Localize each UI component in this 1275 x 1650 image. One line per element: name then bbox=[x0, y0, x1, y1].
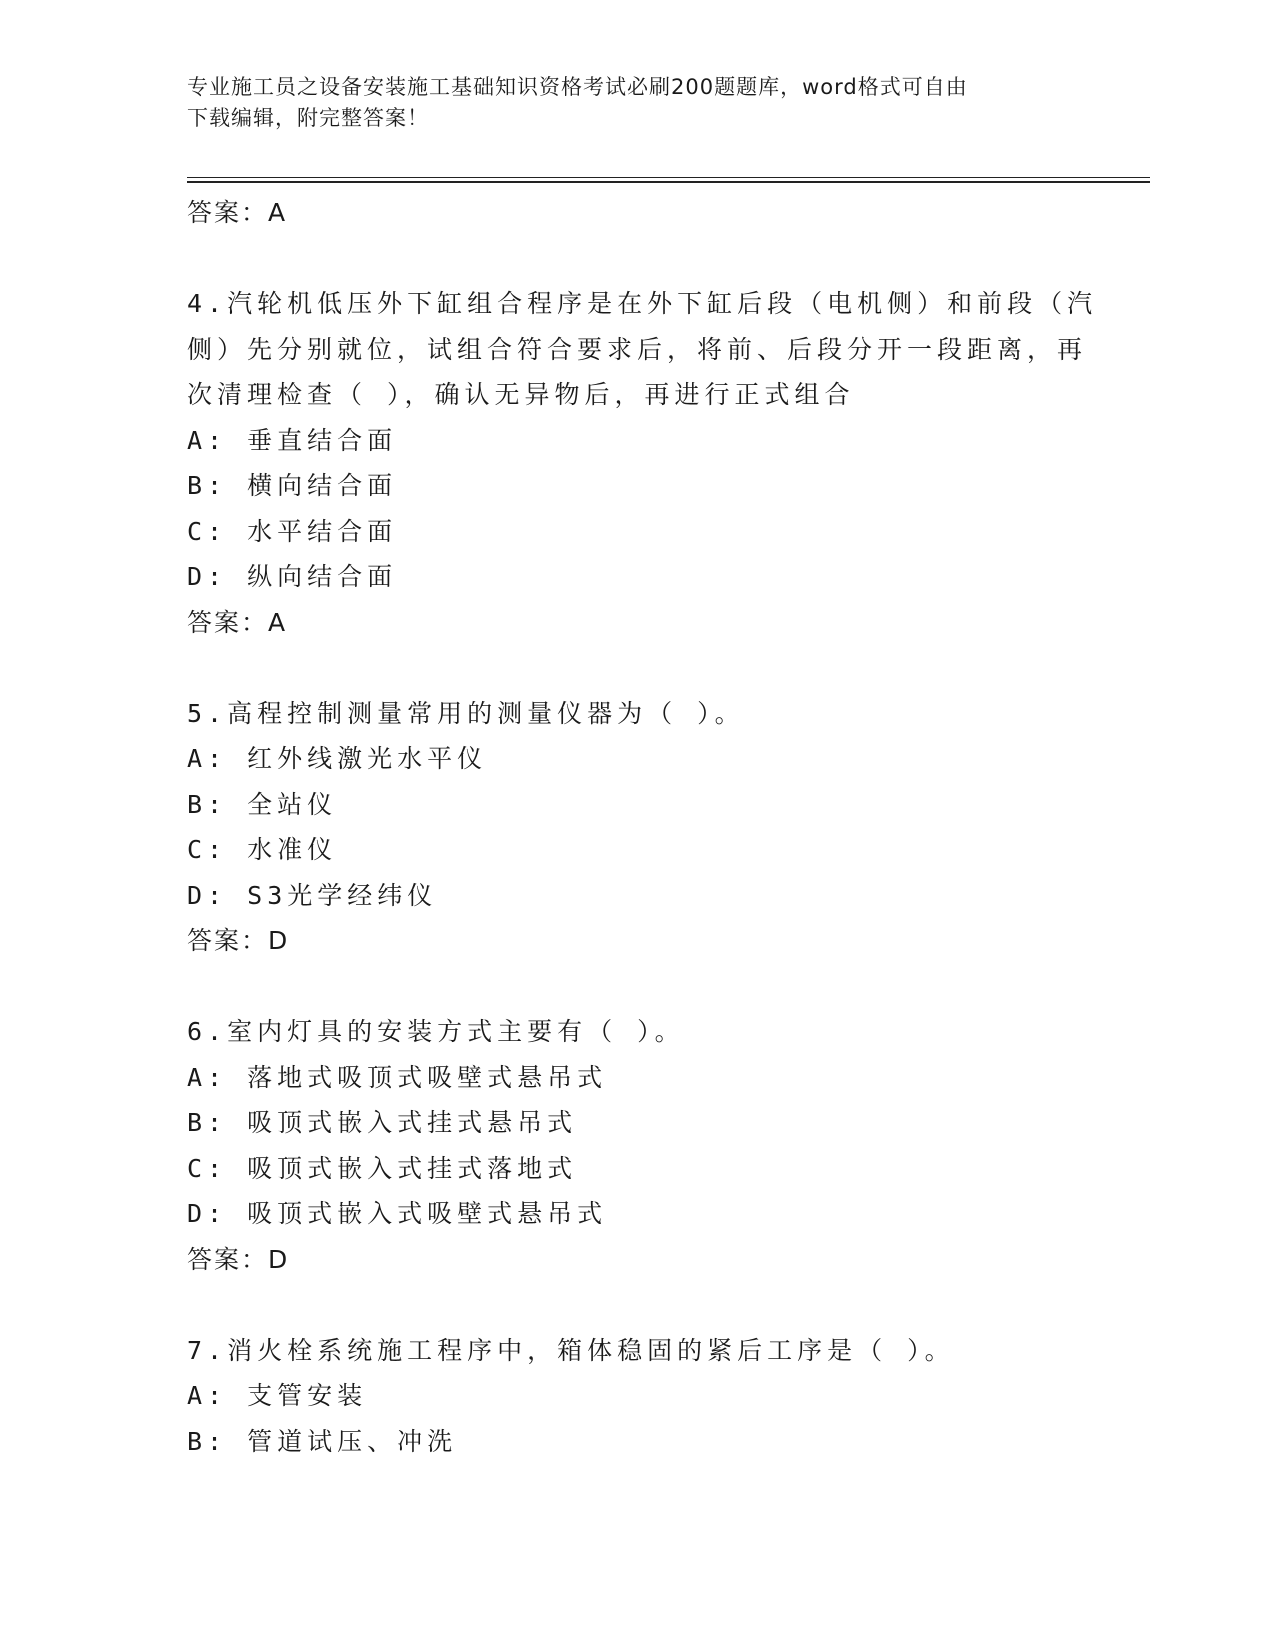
document-header bbox=[187, 72, 1067, 134]
question-text: 侧）先分别就位，试组合符合要求后，将前、后段分开一段距离，再 bbox=[187, 334, 1088, 364]
option-c: C: 水平结合面 bbox=[187, 516, 398, 546]
option-b: B: 横向结合面 bbox=[187, 471, 398, 500]
header-line-1: 专业施工员之设备安装施工基础知识资格考试必刷200题题库，word格式可自由 bbox=[187, 75, 968, 99]
option-b: B: 管道试压、冲洗 bbox=[187, 1426, 458, 1456]
option-a: A: 垂直结合面 bbox=[187, 425, 398, 455]
option-b: B: 全站仪 bbox=[187, 789, 338, 819]
question-text: 5.高程控制测量常用的测量仪器为（ ）。 bbox=[187, 698, 745, 728]
answer: 答案：D bbox=[187, 1244, 290, 1274]
option-a: A: 红外线激光水平仪 bbox=[187, 744, 488, 773]
option-c: C: 吸顶式嵌入式挂式落地式 bbox=[187, 1153, 578, 1183]
option-d: D: S3光学经纬仪 bbox=[187, 880, 438, 910]
answer: 答案：D bbox=[187, 926, 290, 955]
question-text: 4.汽轮机低压外下缸组合程序是在外下缸后段（电机侧）和前段（汽 bbox=[187, 289, 1098, 318]
option-d: D: 吸顶式嵌入式吸壁式悬吊式 bbox=[187, 1199, 608, 1228]
option-a: A: 支管安装 bbox=[187, 1381, 368, 1410]
header-rule-thick bbox=[187, 181, 1150, 183]
answer: 答案：A bbox=[187, 607, 288, 637]
question-text: 次清理检查（ ），确认无异物后，再进行正式组合 bbox=[187, 380, 855, 409]
question-item bbox=[187, 1328, 1087, 1465]
question-list bbox=[187, 190, 1098, 1464]
option-a: A: 落地式吸顶式吸壁式悬吊式 bbox=[187, 1062, 608, 1092]
previous-answer: 答案：A bbox=[187, 198, 288, 227]
question-item bbox=[187, 281, 1098, 645]
option-b: B: 吸顶式嵌入式挂式悬吊式 bbox=[187, 1108, 578, 1137]
question-item bbox=[187, 691, 1087, 964]
question-text: 6.室内灯具的安装方式主要有（ ）。 bbox=[187, 1017, 685, 1046]
header-rule-thin bbox=[187, 177, 1150, 178]
question-item bbox=[187, 1009, 1087, 1282]
option-c: C: 水准仪 bbox=[187, 835, 338, 864]
question-text: 7.消火栓系统施工程序中，箱体稳固的紧后工序是（ ）。 bbox=[187, 1335, 955, 1365]
option-d: D: 纵向结合面 bbox=[187, 562, 398, 591]
header-line-2: 下载编辑，附完整答案！ bbox=[187, 106, 429, 130]
